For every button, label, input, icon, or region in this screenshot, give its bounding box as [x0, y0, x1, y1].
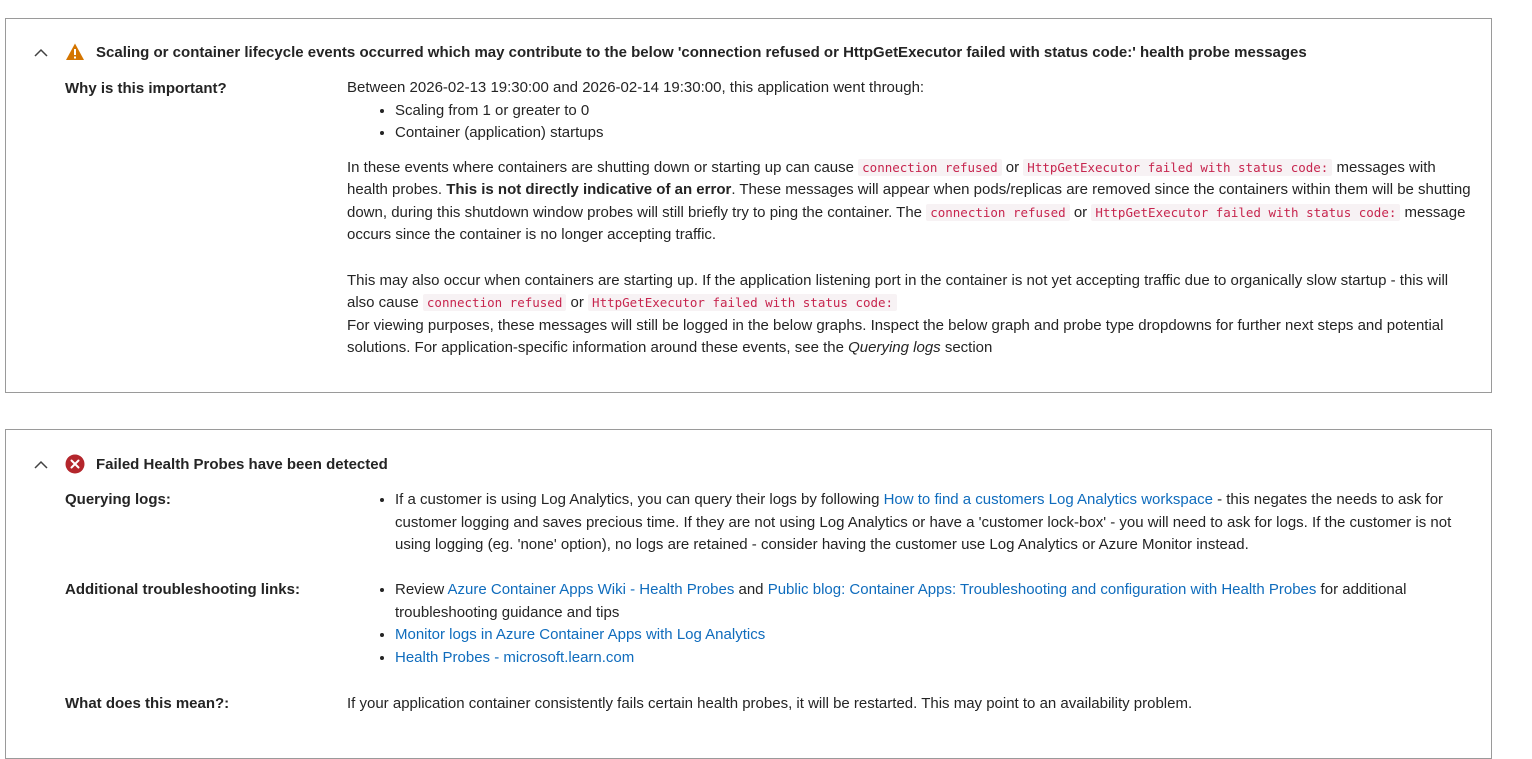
scaling-events-card: [5, 18, 1492, 393]
chevron-up-icon[interactable]: [32, 44, 50, 62]
what-does-this-mean-label: What does this mean?:: [65, 695, 230, 712]
monitor-logs-link[interactable]: Monitor logs in Azure Container Apps with Log Analytics: [395, 626, 766, 643]
querying-logs-label: Querying logs:: [65, 491, 171, 508]
error-icon: [65, 454, 85, 474]
list-item: • Scaling from 1 or greater to 0: [395, 100, 1477, 123]
public-blog-link[interactable]: Public blog: Container Apps: Troubleshooting and configuration with Health Probes: [767, 581, 1317, 598]
why-important-label: Why is this important?: [65, 80, 227, 97]
not-error-emphasis: This is not directly indicative of an error: [446, 181, 732, 198]
code-snippet: connection refused: [926, 204, 1069, 221]
code-snippet: HttpGetExecutor failed with status code:: [588, 294, 897, 311]
troubleshooting-list: [347, 579, 1477, 669]
intro-text: Between 2026-02-13 19:30:00 and 2026-02-14 19:30:00, this application went through:: [347, 79, 925, 96]
code-snippet: HttpGetExecutor failed with status code:: [1091, 204, 1400, 221]
list-item: • If a customer is using Log Analytics, you can query their logs by following How to find a customers Log Analytics workspace - this negates the needs to ask for customer logging and saves precious time. If they are not using Log Analytics or have a 'customer lock-box' - you will need to ask for logs. If the customer is not using logging (eg. 'none' option), no logs are retained - consider having the customer use Log Analytics or Azure Monitor instead.: [395, 489, 1477, 557]
troubleshooting-links-content: [347, 579, 1477, 669]
code-snippet: HttpGetExecutor failed with status code:: [1023, 159, 1332, 176]
querying-logs-reference: Querying logs: [848, 339, 941, 356]
querying-list: [347, 489, 1477, 557]
why-important-content: [347, 77, 1477, 360]
startup-paragraph: This may also occur when containers are starting up. If the application listening port in the container is not yet accepting traffic due to organically slow startup - this will also cause connection refused or HttpGetExecutor failed with status code:: [347, 271, 1449, 311]
code-snippet: connection refused: [423, 294, 566, 311]
troubleshooting-links-label: Additional troubleshooting links:: [65, 581, 300, 598]
health-probes-docs-link[interactable]: Health Probes - microsoft.learn.com: [395, 648, 635, 666]
card-title: Scaling or container lifecycle events occurred which may contribute to the below 'connection refused or HttpGetExecutor failed with status code:' health probe messages: [96, 44, 1307, 61]
chevron-up-icon[interactable]: [32, 456, 50, 474]
list-item: • Review Azure Container Apps Wiki - Health Probes and Public blog: Container Apps: Troubleshooting and configuration with Health Probes for additional troubleshooting guidance and tips: [395, 579, 1477, 624]
warning-icon: [65, 42, 85, 62]
viewing-paragraph: For viewing purposes, these messages will still be logged in the below graphs. Inspect the below graph and probe type dropdowns for further next steps and potential solutions. For application-specific information around these events, see the Querying logs section: [347, 316, 1444, 356]
log-analytics-workspace-link[interactable]: How to find a customers Log Analytics workspace: [883, 491, 1213, 508]
failed-probes-card: [5, 429, 1492, 759]
list-item: [395, 647, 1477, 670]
shutdown-paragraph: In these events where containers are shutting down or starting up can cause connection refused or HttpGetExecutor failed with status code: messages with health probes. This is not directly indicative of an error. These messages will appear when pods/replicas are removed since the containers within them will be shutting down, during this shutdown window probes will still briefly try to ping the container. The connection refused or HttpGetExecutor failed with status code: message occurs since the container is no longer accepting traffic.: [347, 158, 1471, 243]
what-does-this-mean-content: If your application container consistently fails certain health probes, it will be restarted. This may point to an availability problem.: [347, 695, 1193, 712]
code-snippet: connection refused: [858, 159, 1001, 176]
card-title: Failed Health Probes have been detected: [96, 456, 388, 473]
events-list: [347, 100, 1477, 145]
list-item: [395, 624, 1477, 647]
list-item: • Container (application) startups: [395, 122, 1477, 145]
wiki-health-probes-link[interactable]: Azure Container Apps Wiki - Health Probes: [447, 581, 735, 598]
querying-logs-content: [347, 489, 1477, 557]
